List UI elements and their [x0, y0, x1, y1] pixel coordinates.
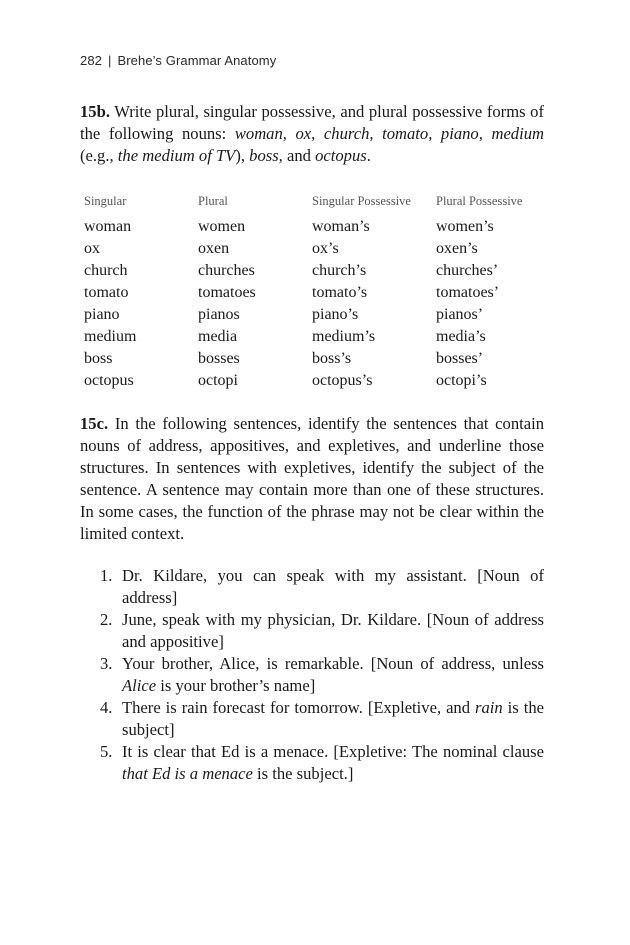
table-cell: oxen’s: [436, 240, 478, 257]
table-cell: medium: [84, 328, 137, 345]
table-cell: church’s: [312, 262, 367, 279]
table-cell: tomato’s: [312, 284, 368, 301]
table-cell: octopi’s: [436, 372, 487, 389]
list-item: [100, 653, 544, 697]
table-body: [84, 216, 554, 392]
exercise-15b-octopus: octopus: [315, 146, 367, 165]
table-cell: women’s: [436, 218, 494, 235]
noun-forms-table: [84, 190, 554, 392]
exercise-15b-text-d: and: [282, 146, 316, 165]
table-cell: women: [198, 218, 246, 235]
exercise-15b-prompt: [80, 101, 544, 167]
exercise-15c-label: 15c.: [80, 414, 109, 433]
table-cell: media’s: [436, 328, 486, 345]
table-row: [84, 216, 554, 238]
table-header-row: [84, 190, 554, 216]
table-row: [84, 238, 554, 260]
list-item-number: 5.: [100, 742, 113, 761]
book-title: Brehe’s Grammar Anatomy: [117, 53, 277, 68]
table-cell: churches’: [436, 262, 499, 279]
exercise-15b-boss: boss,: [249, 146, 283, 165]
header-separator: |: [108, 53, 112, 68]
table-cell: octopi: [198, 372, 238, 389]
table-cell: bosses’: [436, 350, 484, 367]
list-item-italic-text: that Ed is a menace: [122, 764, 253, 783]
table-cell: tomato: [84, 284, 129, 301]
table-cell: woman’s: [312, 218, 370, 235]
column-header: Singular: [84, 194, 127, 208]
list-item-number: 4.: [100, 698, 113, 717]
page-number: 282: [80, 53, 102, 68]
exercise-15b-example: the medium of TV: [117, 146, 236, 165]
exercise-15b-text-e: .: [366, 146, 371, 165]
table-row: [84, 326, 554, 348]
table-cell: tomatoes: [198, 284, 256, 301]
exercise-15c-prompt: [80, 413, 544, 545]
list-item: [100, 609, 544, 653]
exercise-15b-text-c: ),: [235, 146, 250, 165]
table-cell: tomatoes’: [436, 284, 500, 301]
list-item-text: June, speak with my physician, Dr. Kildare. [Noun of address and appositive]: [122, 610, 544, 651]
list-item-text: Dr. Kildare, you can speak with my assistant. [Noun of address]: [122, 566, 544, 607]
exercise-15b-label: 15b.: [80, 102, 110, 121]
list-item: [100, 565, 544, 609]
exercise-15b-text-b: (e.g.,: [80, 146, 118, 165]
table-cell: piano’s: [312, 306, 359, 323]
list-item-number: 1.: [100, 566, 113, 585]
column-header: Plural Possessive: [436, 194, 523, 208]
table-cell: pianos’: [436, 306, 484, 323]
column-header: Singular Possessive: [312, 194, 411, 208]
table-cell: bosses: [198, 350, 240, 367]
table-cell: piano: [84, 306, 120, 323]
list-item-text: There is rain forecast for tomorrow. [Expletive, and: [122, 698, 476, 717]
exercise-15b-nouns: woman, ox, church, tomato, piano, medium: [234, 124, 544, 143]
running-header: [80, 53, 276, 68]
list-item-number: 3.: [100, 654, 113, 673]
table-cell: oxen: [198, 240, 230, 257]
list-item-number: 2.: [100, 610, 113, 629]
table-row: [84, 260, 554, 282]
table-cell: ox: [84, 240, 100, 257]
table-cell: church: [84, 262, 128, 279]
table-cell: churches: [198, 262, 255, 279]
table-cell: woman: [84, 218, 132, 235]
table-row: [84, 282, 554, 304]
column-header: Plural: [198, 194, 228, 208]
list-item: [100, 741, 544, 785]
table-row: [84, 370, 554, 392]
table-cell: media: [198, 328, 238, 345]
table-cell: octopus’s: [312, 372, 373, 389]
table-cell: boss’s: [312, 350, 352, 367]
table-cell: pianos: [198, 306, 240, 323]
list-item-text: It is clear that Ed is a menace. [Expletive: The nominal clause: [122, 742, 544, 761]
table-row: [84, 304, 554, 326]
table-cell: medium’s: [312, 328, 376, 345]
answer-list: [100, 565, 544, 785]
exercise-15b-text-a: Write plural, singular possessive, and plural possessive forms of the following nouns:: [80, 102, 544, 143]
table-cell: ox’s: [312, 240, 339, 257]
exercise-15c-text: In the following sentences, identify the sentences that contain nouns of address, appositives, and expletives, and underline those structures. In sentences with expletives, identify the subject of the sentence. A sentence may contain more than one of these structures. In some cases, the function of the phrase may not be clear within the limited context.: [80, 414, 544, 543]
list-item-text: is the subject.]: [252, 764, 354, 783]
list-item: [100, 697, 544, 741]
list-item-italic-text: rain: [475, 698, 503, 717]
table-cell: boss: [84, 350, 113, 367]
list-item-text: is the subject]: [122, 698, 544, 739]
list-item-italic-text: Alice: [122, 676, 157, 695]
table-row: [84, 348, 554, 370]
table-cell: octopus: [84, 372, 134, 389]
list-item-text: Your brother, Alice, is remarkable. [Noun of address, unless: [122, 654, 544, 673]
list-item-text: is your brother’s name]: [156, 676, 316, 695]
